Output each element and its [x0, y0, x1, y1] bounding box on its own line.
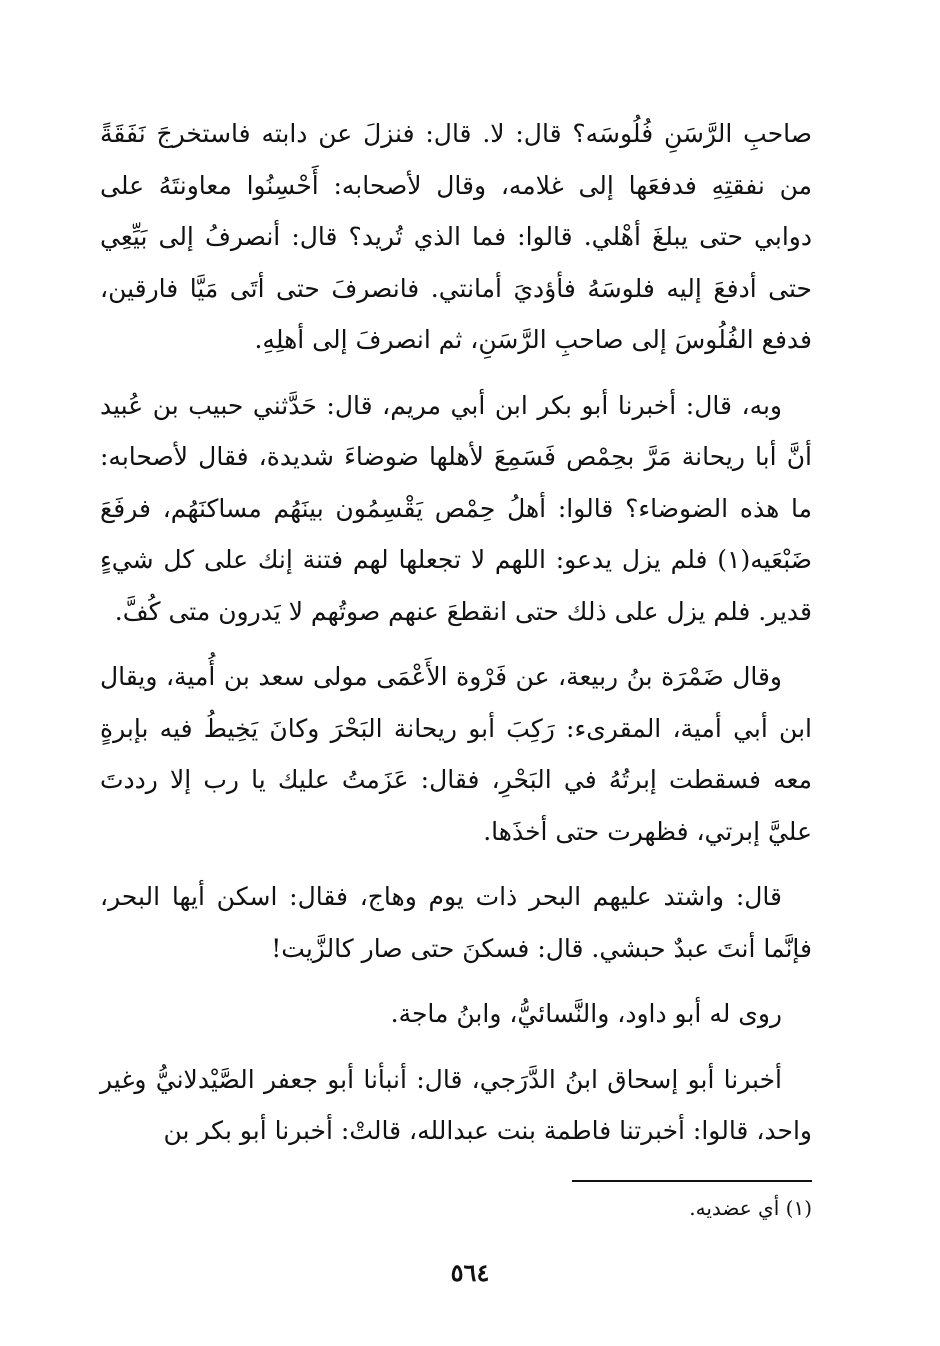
paragraph-3: وقال ضَمْرَة بنُ ربيعة، عن فَرْوة الأَعْمَى مولى سعد بن أُمية، ويقال ابن أبي أمية، المقرىء: رَكِبَ أبو ريحانة البَحْرَ وكانَ يَخِيطُ فيه بإبرةٍ معه فسقطت إبرتُهُ في البَحْرِ، فقال: عَزَمتُ عليك يا رب إلا رددتَ عليَّ إبرتي، فظهرت حتى أخذَها.: [100, 662, 812, 846]
paragraph-1: صاحبِ الرَّسَنِ فُلُوسَه؟ قال: لا. قال: فنزلَ عن دابته فاستخرجَ نَفَقَةً من نفقتِهِ فدفعَها إلى غلامه، وقال لأصحابه: أَحْسِنُوا معاونتَهُ على دوابي حتى يبلغَ أهْلي. قالوا: فما الذي تُريد؟ قال: أنصرفُ إلى بَيِّعِي حتى أدفعَ إليه فلوسَهُ فأؤديَ أمانتي. فانصرفَ حتى أتَى مَيَّا فارقين، فدفع الفُلُوسَ إلى صاحبِ الرَّسَنِ، ثم انصرفَ إلى أهلِهِ.: [100, 119, 812, 354]
main-text: [100, 108, 812, 1157]
paragraph-5: روى له أبو داود، والنَّسائيُّ، وابنُ ماجة.: [390, 999, 782, 1028]
paragraph-4: قال: واشتد عليهم البحر ذات يوم وهاج، فقال: اسكن أيها البحر، فإنَّما أنتَ عبدٌ حبشي. قال: فسكنَ حتى صار كالزَّيت!: [100, 882, 812, 963]
paragraph-6: أخبرنا أبو إسحاق ابنُ الدَّرَجي، قال: أنبأنا أبو جعفر الصَّيْدلانيُّ وغير واحد، قالوا: أخبرتنا فاطمة بنت عبدالله، قالتْ: أخبرنا أبو بكر بن: [100, 1064, 812, 1145]
page-number: ٥٦٤: [450, 1258, 490, 1287]
footnote-divider: [572, 1180, 812, 1182]
paragraph-2: وبه، قال: أخبرنا أبو بكر ابن أبي مريم، قال: حَدَّثني حبيب بن عُبيد أنَّ أبا ريحانة مَرَّ بحِمْص فَسَمِعَ لأهلها ضوضاءَ شديدة، فقال لأصحابه: ما هذه الضوضاء؟ قالوا: أهلُ حِمْص يَقْسِمُون بينَهُم مساكنَهُم، فرفَعَ ضَبْعَيه(١) فلم يزل يدعو: اللهم لا تجعلها لهم فتنة إنك على كل شيءٍ قدير. فلم يزل على ذلك حتى انقطعَ عنهم صوتُهم لا يَدرون متى كُفَّ.: [100, 390, 812, 626]
footnote: (١) أي عضديه.: [689, 1196, 812, 1220]
